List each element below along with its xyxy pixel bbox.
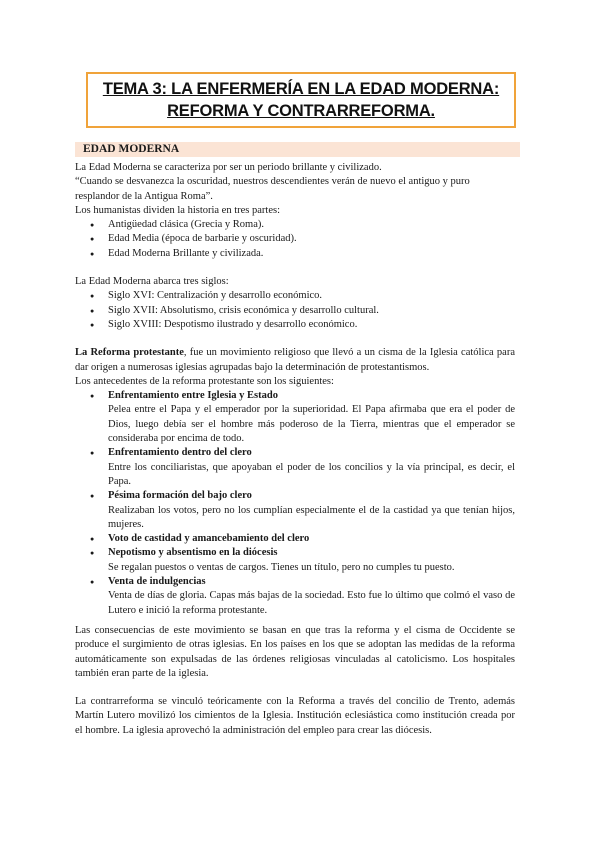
centuries-list [75, 289, 515, 332]
list-item [75, 575, 515, 618]
title-box [86, 72, 516, 128]
humanists-paragraph: Los humanistas dividen la historia en tres partes: [75, 204, 280, 216]
antecedent-desc: Venta de días de gloria. Capas más bajas de la sociedad. Esto fue lo último que colmó el vaso de Lutero e inició la reforma protestante. [108, 590, 515, 616]
antecedent-title: ● Pésima formación del bajo clero [108, 490, 252, 502]
list-item: ● Siglo XVIII: Despotismo ilustrado y desarrollo económico. [75, 318, 515, 332]
list-item [75, 446, 515, 489]
consequences-paragraph: Las consecuencias de este movimiento se basan en que tras la reforma y el cisma de Occidente se produce el surgimiento de otras iglesias. En los países en los que se adoptan las medidas de la reforma automáticamente son expulsadas de las órdenes religiosas vinculadas al catolicismo. Los hospitales también eran parte de la iglesia. [75, 624, 515, 679]
quote-paragraph: “Cuando se desvanezca la oscuridad, nuestros descendientes verán de nuevo el antiguo y puro resplandor de la Antigua Roma”. [75, 176, 470, 202]
list-item [75, 489, 515, 532]
list-item: ● Siglo XVI: Centralización y desarrollo económico. [75, 289, 515, 303]
antecedent-title: ● Voto de castidad y amancebamiento del clero [108, 533, 310, 545]
reform-lead: La Reforma protestante [75, 347, 184, 359]
intro-paragraph: La Edad Moderna se caracteriza por ser un periodo brillante y civilizado. [75, 162, 382, 173]
antecedent-desc: Entre los conciliaristas, que apoyaban el poder de los concilios y la vía principal, es decir, el Papa. [108, 461, 515, 487]
antecedent-title: ● Venta de indulgencias [108, 576, 206, 588]
antecedents-list [75, 389, 515, 618]
list-item [75, 532, 515, 546]
title-line-2: REFORMA Y CONTRARREFORMA. [167, 102, 435, 120]
section-heading: EDAD MODERNA [83, 143, 180, 155]
antecedent-desc: Pelea entre el Papa y el emperador por la superioridad. El Papa afirmaba que era el poder de Dios, luego debía ser el hombre más poderoso de la Tierra, mientras que el emperador se consideraba por encima de todo. [108, 404, 515, 445]
history-parts-list [75, 218, 515, 261]
antecedent-title: ● Enfrentamiento entre Iglesia y Estado [108, 390, 278, 402]
antecedent-title: ● Nepotismo y absentismo en la diócesis [108, 547, 278, 559]
reform-text: , fue un movimiento religioso que llevó a un cisma de la Iglesia católica para dar origen a numerosas iglesias agrupadas bajo la determinación de protestantismos. [75, 347, 515, 373]
antecedent-desc: Se regalan puestos o ventas de cargos. Tienes un título, pero no cumples tu puesto. [108, 561, 455, 573]
list-item: ● Antigüedad clásica (Grecia y Roma). [75, 218, 515, 232]
document-body [75, 161, 515, 738]
list-item [75, 546, 515, 575]
list-item [75, 389, 515, 446]
list-item: ● Edad Moderna Brillante y civilizada. [75, 247, 515, 261]
centuries-paragraph: La Edad Moderna abarca tres siglos: [75, 276, 229, 288]
antecedent-title: ● Enfrentamiento dentro del clero [108, 447, 252, 459]
title-line-1: TEMA 3: LA ENFERMERÍA EN LA EDAD MODERNA: [102, 80, 500, 98]
reform-paragraph [75, 346, 515, 375]
antecedent-desc: Realizaban los votos, pero no los cumplían especialmente el de la castidad ya que tenían hijos, mujeres. [108, 504, 515, 530]
list-item: ● Siglo XVII: Absolutismo, crisis económica y desarrollo cultural. [75, 304, 515, 318]
list-item: ● Edad Media (época de barbarie y oscuridad). [75, 232, 515, 246]
antecedents-intro: Los antecedentes de la reforma protestante son los siguientes: [75, 375, 334, 387]
counterreform-paragraph: La contrarreforma se vinculó teóricamente con la Reforma a través del concilio de Trento, además Martín Lutero movilizó los cimientos de la Iglesia. Institución eclesiástica como institución creada por el hombre. La iglesia aprovechó la administración del empleo para crear las diócesis. [75, 696, 515, 736]
